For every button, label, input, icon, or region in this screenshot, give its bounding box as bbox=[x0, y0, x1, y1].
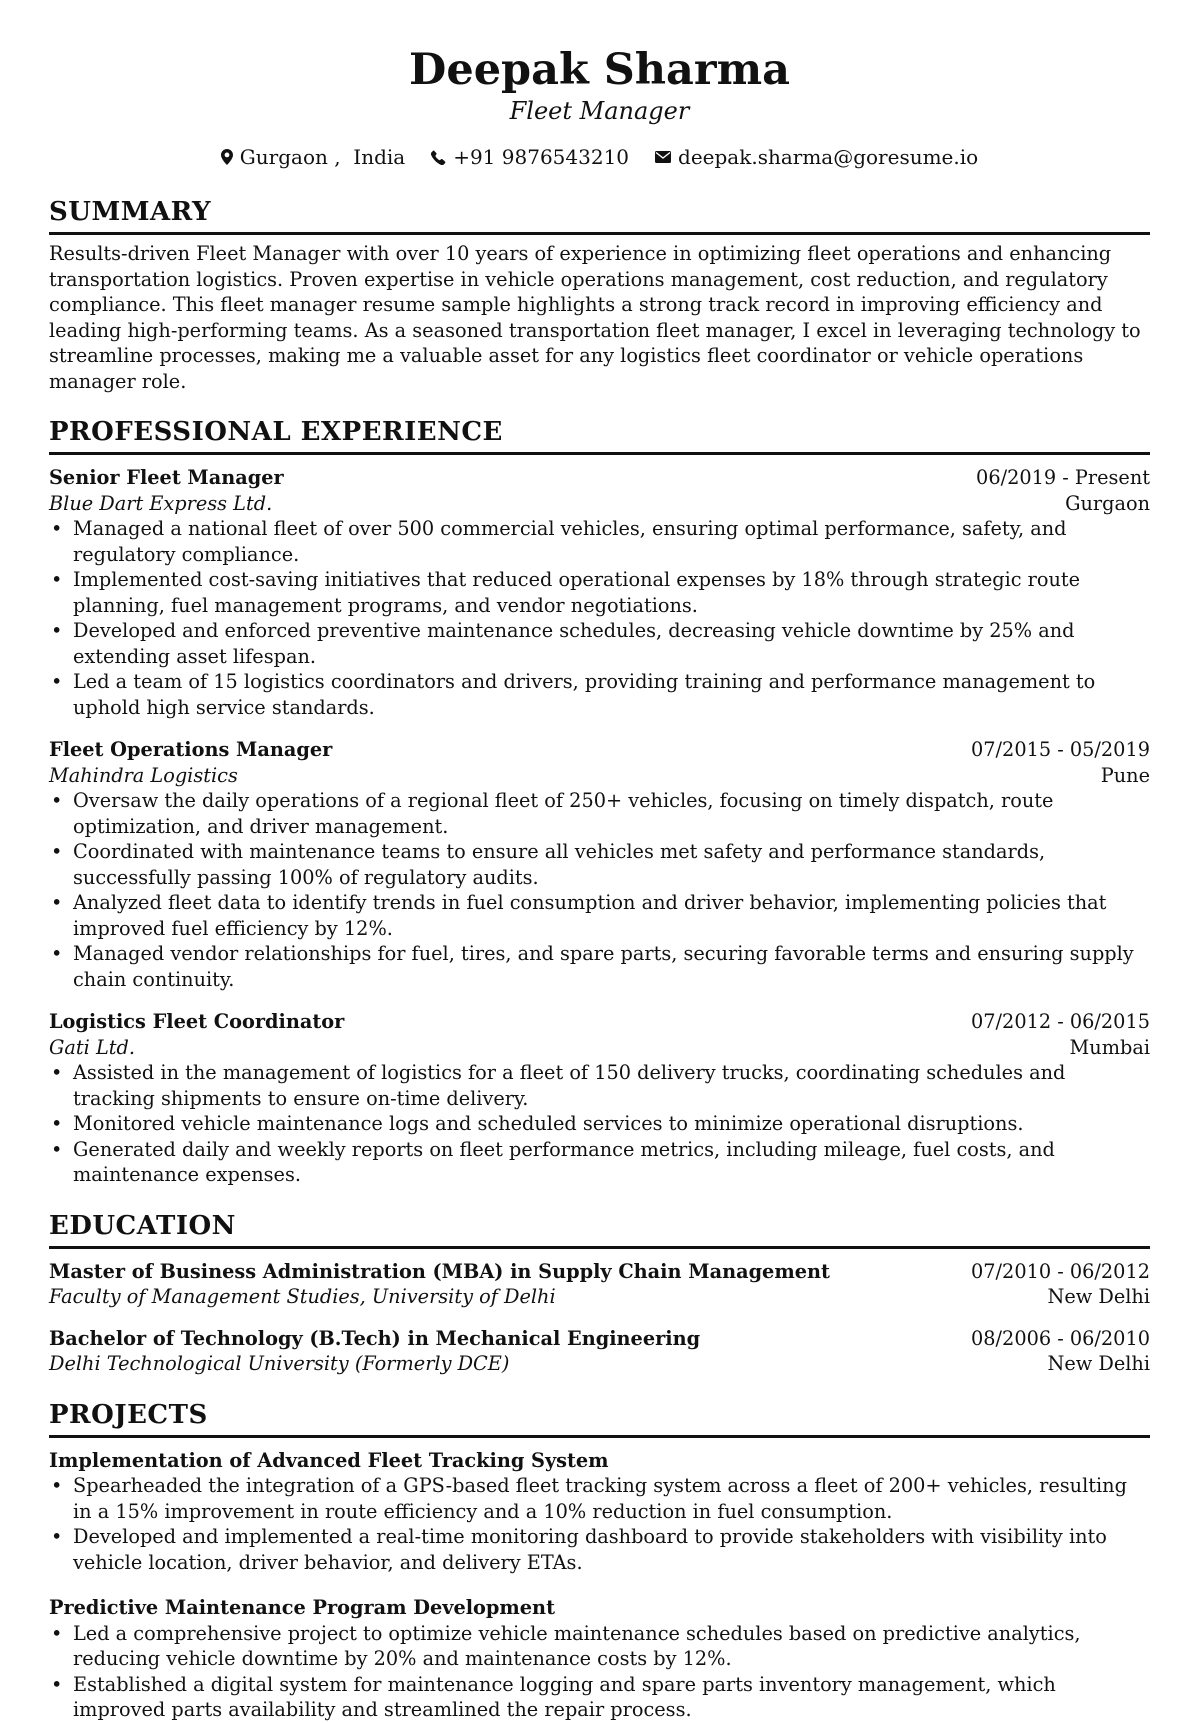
job-header-row bbox=[49, 465, 1150, 491]
list-item: • Spearheaded the integration of a GPS-based fleet tracking system across a fleet of 200+ vehicles, resulting in a 15% improvement in route efficiency and a 10% reduction in fuel consumption. bbox=[73, 1473, 1150, 1524]
summary-section bbox=[49, 196, 1150, 394]
summary-heading: SUMMARY bbox=[49, 196, 1150, 235]
job-company: Blue Dart Express Ltd. bbox=[49, 491, 273, 515]
job-dates: 06/2019 - Present bbox=[976, 466, 1150, 489]
list-item: • Analyzed fleet data to identify trends in fuel consumption and driver behavior, implementing policies that improved fuel efficiency by 12%. bbox=[73, 890, 1150, 941]
job-entry bbox=[49, 737, 1150, 992]
education-header-row bbox=[49, 1326, 1150, 1352]
phone-icon bbox=[431, 150, 446, 165]
list-item: • Coordinated with maintenance teams to ensure all vehicles met safety and performance standards, successfully passing 100% of regulatory audits. bbox=[73, 839, 1150, 890]
email-link[interactable]: deepak.sharma@goresume.io bbox=[678, 145, 979, 169]
job-bullets bbox=[49, 1060, 1150, 1188]
job-location: Pune bbox=[1100, 763, 1150, 787]
list-item: • Managed a national fleet of over 500 commercial vehicles, ensuring optimal performance, safety, and regulatory compliance. bbox=[73, 516, 1150, 567]
education-school-row bbox=[49, 1351, 1150, 1377]
education-dates: 07/2010 - 06/2012 bbox=[971, 1259, 1150, 1283]
candidate-name: Deepak Sharma bbox=[409, 45, 790, 95]
education-header-row bbox=[49, 1259, 1150, 1285]
education-school: Delhi Technological University (Formerly DCE) bbox=[49, 1352, 510, 1375]
contact-bar bbox=[49, 144, 1150, 170]
list-item: • Developed and enforced preventive maintenance schedules, decreasing vehicle downtime by 25% and extending asset lifespan. bbox=[73, 618, 1150, 669]
project-title: Implementation of Advanced Fleet Tracking System bbox=[49, 1448, 609, 1472]
job-header-row bbox=[49, 737, 1150, 763]
envelope-icon bbox=[655, 151, 671, 163]
contact-email[interactable] bbox=[655, 144, 978, 170]
contact-phone bbox=[431, 144, 629, 170]
projects-heading: PROJECTS bbox=[49, 1399, 1150, 1438]
education-dates: 08/2006 - 06/2010 bbox=[971, 1326, 1150, 1350]
job-header-row bbox=[49, 1009, 1150, 1035]
list-item: • Developed and implemented a real-time monitoring dashboard to provide stakeholders with visibility into vehicle location, driver behavior, and delivery ETAs. bbox=[73, 1524, 1150, 1575]
education-school-row bbox=[49, 1284, 1150, 1310]
list-item: • Led a team of 15 logistics coordinators and drivers, providing training and performance management to uphold high service standards. bbox=[73, 669, 1150, 720]
experience-section bbox=[49, 416, 1150, 1188]
education-list bbox=[49, 1249, 1150, 1377]
job-company-row bbox=[49, 491, 1150, 517]
job-company-row bbox=[49, 763, 1150, 789]
list-item: • Established a digital system for maintenance logging and spare parts inventory management, which improved parts availability and streamlined the repair process. bbox=[73, 1672, 1150, 1723]
project-bullets bbox=[49, 1473, 1150, 1575]
project-header-row bbox=[49, 1448, 1150, 1474]
list-item: • Generated daily and weekly reports on fleet performance metrics, including mileage, fuel costs, and maintenance expenses. bbox=[73, 1137, 1150, 1188]
job-bullets bbox=[49, 516, 1150, 720]
education-entry bbox=[49, 1326, 1150, 1377]
project-entry bbox=[49, 1595, 1150, 1723]
projects-list bbox=[49, 1438, 1150, 1723]
education-section bbox=[49, 1210, 1150, 1377]
job-entry bbox=[49, 1009, 1150, 1188]
summary-text: Results-driven Fleet Manager with over 10 years of experience in optimizing fleet operations and enhancing transportation logistics. Proven expertise in vehicle operations management, cost reduction, and regulatory compliance. This fleet manager resume sample highlights a strong track record in improving efficiency and leading high-performing teams. As a seasoned transportation fleet manager, I excel in leveraging technology to streamline processes, making me a valuable asset for any logistics fleet coordinator or vehicle operations manager role. bbox=[49, 242, 1141, 393]
job-role: Senior Fleet Manager bbox=[49, 466, 284, 489]
job-company-row bbox=[49, 1035, 1150, 1061]
project-bullets bbox=[49, 1621, 1150, 1723]
experience-list bbox=[49, 455, 1150, 1188]
education-heading: EDUCATION bbox=[49, 1210, 1150, 1249]
projects-section bbox=[49, 1399, 1150, 1723]
job-role: Fleet Operations Manager bbox=[49, 738, 333, 761]
education-location: New Delhi bbox=[1047, 1285, 1150, 1308]
list-item: • Assisted in the management of logistics for a fleet of 150 delivery trucks, coordinating schedules and tracking shipments to ensure on-time delivery. bbox=[73, 1060, 1150, 1111]
job-entry bbox=[49, 465, 1150, 720]
list-item: • Led a comprehensive project to optimize vehicle maintenance schedules based on predictive analytics, reducing vehicle downtime by 20% and maintenance costs by 12%. bbox=[73, 1621, 1150, 1672]
location-text: Gurgaon , India bbox=[239, 145, 406, 169]
education-school: Faculty of Management Studies, University of Delhi bbox=[49, 1285, 556, 1308]
list-item: • Managed vendor relationships for fuel, tires, and spare parts, securing favorable terms and ensuring supply chain continuity. bbox=[73, 941, 1150, 992]
education-location: New Delhi bbox=[1047, 1352, 1150, 1375]
list-item: • Implemented cost-saving initiatives that reduced operational expenses by 18% through strategic route planning, fuel management programs, and vendor negotiations. bbox=[73, 567, 1150, 618]
education-degree: Master of Business Administration (MBA) in Supply Chain Management bbox=[49, 1259, 830, 1283]
phone-text: +91 9876543210 bbox=[453, 145, 630, 169]
project-entry bbox=[49, 1448, 1150, 1576]
map-pin-icon bbox=[221, 149, 233, 165]
job-dates: 07/2015 - 05/2019 bbox=[971, 738, 1150, 761]
education-degree: Bachelor of Technology (B.Tech) in Mechanical Engineering bbox=[49, 1326, 701, 1350]
job-role: Logistics Fleet Coordinator bbox=[49, 1010, 345, 1033]
experience-heading: PROFESSIONAL EXPERIENCE bbox=[49, 416, 1150, 455]
job-dates: 07/2012 - 06/2015 bbox=[971, 1010, 1150, 1033]
job-company: Gati Ltd. bbox=[49, 1035, 135, 1059]
job-location: Gurgaon bbox=[1065, 491, 1150, 515]
education-entry bbox=[49, 1259, 1150, 1310]
contact-location bbox=[221, 144, 405, 170]
candidate-title: Fleet Manager bbox=[509, 97, 690, 125]
project-title: Predictive Maintenance Program Development bbox=[49, 1596, 555, 1619]
job-bullets bbox=[49, 788, 1150, 992]
list-item: • Oversaw the daily operations of a regional fleet of 250+ vehicles, focusing on timely dispatch, route optimization, and driver management. bbox=[73, 788, 1150, 839]
job-location: Mumbai bbox=[1069, 1035, 1150, 1059]
project-header-row bbox=[49, 1595, 1150, 1621]
job-company: Mahindra Logistics bbox=[49, 763, 238, 787]
list-item: • Monitored vehicle maintenance logs and scheduled services to minimize operational disruptions. bbox=[73, 1111, 1150, 1137]
